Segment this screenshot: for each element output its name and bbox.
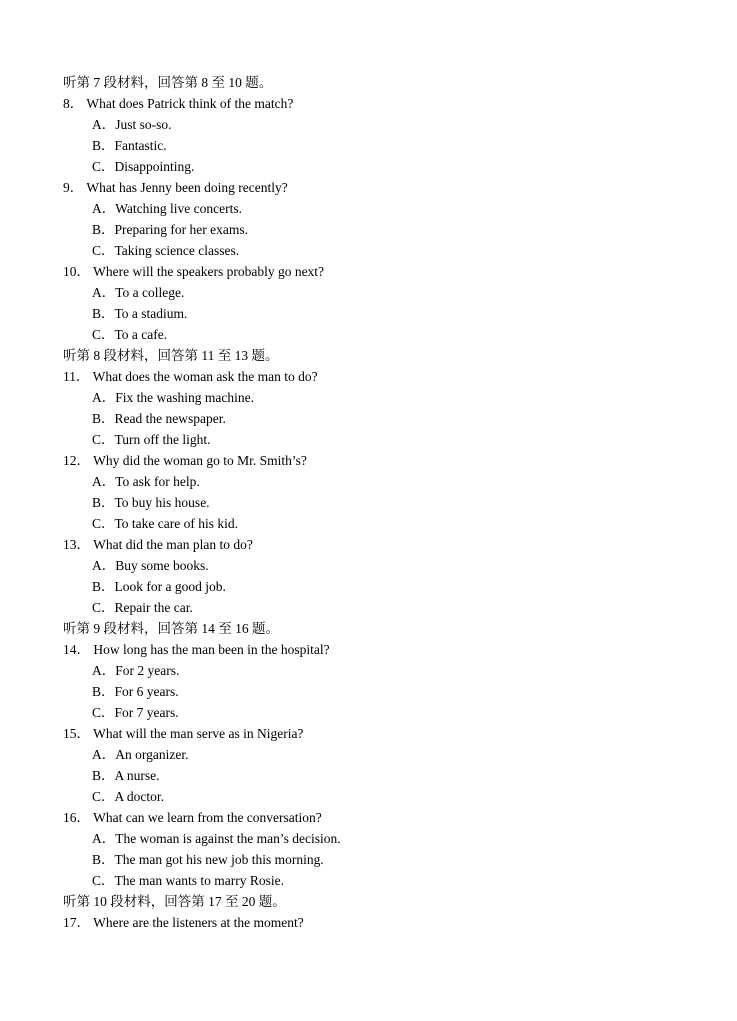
option-a: A．For 2 years. [92,663,180,678]
question-stem: 15． What will the man serve as in Nigeria? [63,726,304,741]
question-stem: 13． What did the man plan to do? [63,537,253,552]
question-stem: 10． Where will the speakers probably go next? [63,264,325,279]
question-stem: 11． What does the woman ask the man to do? [63,369,318,384]
option-c: C．To take care of his kid. [92,516,239,531]
section-heading: 听第 9 段材料，回答第 14 至 16 题。 [63,621,279,636]
option-c: C．Repair the car. [92,600,193,615]
option-a: A．An organizer. [92,747,189,762]
question-stem: 14． How long has the man been in the hospital? [63,642,330,657]
option-b: B．The man got his new job this morning. [92,852,324,867]
listening-section [63,72,683,933]
option-a: A．Buy some books. [92,558,209,573]
option-a: A．Fix the washing machine. [92,390,254,405]
question-stem: 17． Where are the listeners at the moment? [63,915,304,930]
option-b: B．A nurse. [92,768,160,783]
question-stem: 8． What does Patrick think of the match? [63,96,294,111]
option-b: B．Look for a good job. [92,579,226,594]
question-stem: 9． What has Jenny been doing recently? [63,180,288,195]
option-c: C．For 7 years. [92,705,179,720]
section-heading: 听第 8 段材料，回答第 11 至 13 题。 [63,348,279,363]
section-heading: 听第 10 段材料，回答第 17 至 20 题。 [63,894,286,909]
option-b: B．Read the newspaper. [92,411,226,426]
option-a: A．To ask for help. [92,474,200,489]
option-c: C．A doctor. [92,789,165,804]
option-b: B．Fantastic. [92,138,167,153]
question-stem: 12． Why did the woman go to Mr. Smith’s? [63,453,307,468]
option-b: B．To buy his house. [92,495,210,510]
option-a: A．The woman is against the man’s decision. [92,831,341,846]
option-b: B．To a stadium. [92,306,188,321]
option-a: A．To a college. [92,285,185,300]
option-c: C．To a cafe. [92,327,168,342]
option-a: A．Watching live concerts. [92,201,242,216]
option-b: B．For 6 years. [92,684,179,699]
question-stem: 16． What can we learn from the conversation? [63,810,322,825]
option-a: A．Just so-so. [92,117,172,132]
section-heading: 听第 7 段材料，回答第 8 至 10 题。 [63,75,273,90]
option-c: C．Disappointing. [92,159,195,174]
option-c: C．Taking science classes. [92,243,240,258]
option-c: C．Turn off the light. [92,432,211,447]
option-c: C．The man wants to marry Rosie. [92,873,284,888]
option-b: B．Preparing for her exams. [92,222,248,237]
